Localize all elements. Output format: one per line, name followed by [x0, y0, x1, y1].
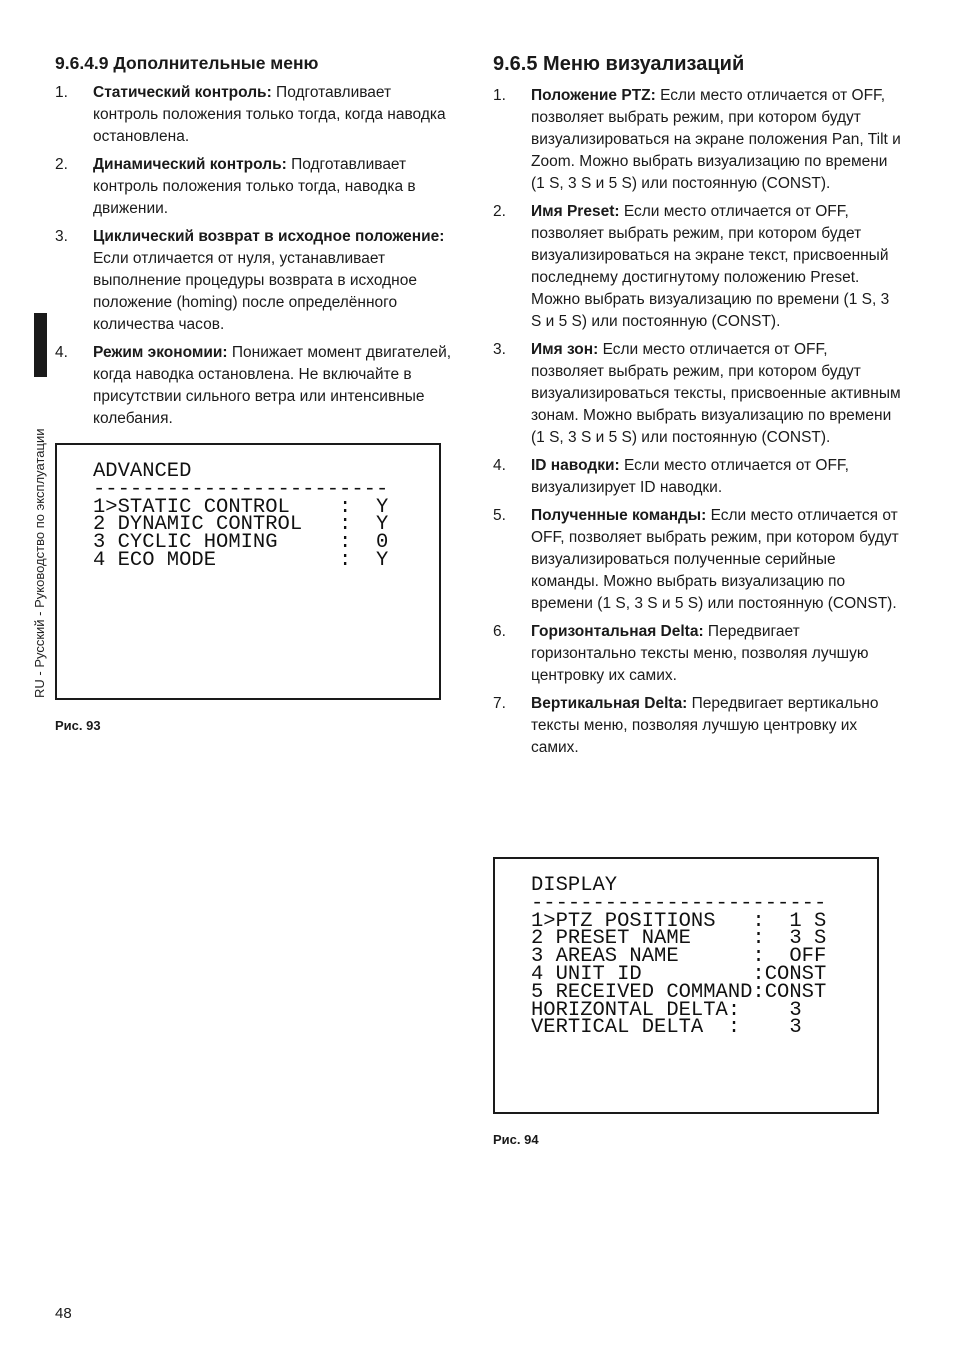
list-item: 2. Имя Preset: Если место отличается от OFF, позволяет выбрать режим, при котором будет визуализироваться на экране текст, присвоенный последнему достигнутому положению Preset. Можно выбрать визуализацию по времени (1 S, 3 S и 5 S) или постоянную (CONST).: [493, 203, 890, 330]
side-label: RU - Русский - Руководство по эксплуатации: [32, 428, 47, 698]
page-number: 48: [55, 1305, 72, 1322]
figure-caption-94: Рис. 94: [493, 1132, 539, 1147]
list-item: 6. Горизонтальная Delta: Передвигает горизонтально тексты меню, позволяя лучшую центровку их самих.: [493, 623, 869, 684]
display-menu-list: [493, 85, 903, 759]
section-marker-bar: [34, 313, 47, 377]
section-heading-additional-menus: 9.6.4.9 Дополнительные меню: [55, 53, 319, 73]
advanced-menu-lines: ADVANCED ------------------------ 1>STATIC CONTROL : Y 2 DYNAMIC CONTROL : Y 3 CYCLIC HOMING : 0 4 ECO MODE : Y: [93, 460, 389, 572]
figure-caption-93: Рис. 93: [55, 718, 101, 733]
additional-menus-list: [55, 82, 460, 430]
display-menu-lines: DISPLAY ------------------------ 1>PTZ POSITIONS : 1 S 2 PRESET NAME : 3 S 3 AREAS NAME : OFF 4 UNIT ID :CONST 5 RECEIVED COMMAND:CONST HORIZONTAL DELTA: 3 VERTICAL DELTA : 3: [531, 874, 827, 1040]
list-item: 4. Режим экономии: Понижает момент двигателей, когда наводка остановлена. Не включайте в присутствии сильного ветра или интенсивные колебания.: [55, 344, 452, 427]
list-item: 7. Вертикальная Delta: Передвигает вертикально тексты меню, позволяя лучшую центровку их самих.: [493, 695, 879, 756]
list-item: 1. Положение PTZ: Если место отличается от OFF, позволяет выбрать режим, при котором будут визуализироваться на экране положения Pan, Tilt и Zoom. Можно выбрать визуализацию по времени (1 S, 3 S и 5 S) или постоянную (CONST).: [493, 87, 901, 192]
section-heading-display-menu: 9.6.5 Меню визуализаций: [493, 53, 745, 75]
list-item: 3. Циклический возврат в исходное положение: Если отличается от нуля, устанавливает выполнение процедуры возврата в исходное положение (homing) после определённого количества часов.: [55, 228, 445, 333]
display-menu-screen: [493, 857, 879, 1114]
left-column: [55, 52, 460, 436]
list-item: 2. Динамический контроль: Подготавливает контроль положения только тогда, наводка в движении.: [55, 156, 416, 217]
advanced-menu-screen: [55, 443, 441, 700]
right-column: [493, 52, 903, 765]
list-item: 5. Полученные команды: Если место отличается от OFF, позволяет выбрать режим, при котором будут визуализироваться полученные серийные команды. Можно выбрать визуализацию по времени (1 S, 3 S и 5 S) или постоянную (CONST).: [493, 507, 899, 612]
list-item: 3. Имя зон: Если место отличается от OFF, позволяет выбрать режим, при котором будут визуализироваться тексты, присвоенные активным зонам. Можно выбрать визуализацию по времени (1 S, 3 S и 5 S) или постоянную (CONST).: [493, 341, 901, 446]
list-item: 1. Статический контроль: Подготавливает контроль положения только тогда, когда наводка остановлена.: [55, 84, 446, 145]
list-item: 4. ID наводки: Если место отличается от OFF, визуализирует ID наводки.: [493, 457, 849, 496]
